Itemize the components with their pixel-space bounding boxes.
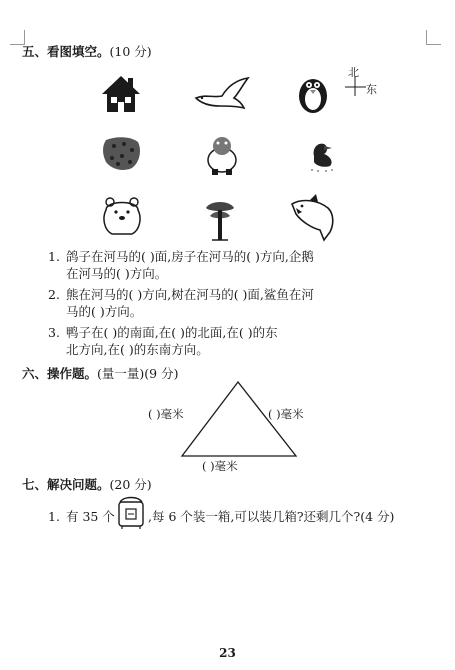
hippo-picture [204, 134, 240, 176]
compass-cross-icon [342, 74, 368, 98]
q5-2-line2: 马的( )方向。 [66, 304, 143, 319]
triangle-bottom-label: ( )毫米 [202, 459, 238, 473]
rice-cooker-picture [116, 494, 146, 530]
q5-2-number: 2. [48, 287, 60, 302]
section5-points: (10 分) [109, 44, 152, 59]
q5-3-line2: 北方向,在( )的东南方向。 [66, 342, 209, 357]
penguin-picture [296, 72, 330, 114]
section7-title: 七、解决问题。 [22, 477, 110, 492]
compass-east-label: 东 [366, 83, 377, 96]
section6-subtitle: (量一量) [97, 366, 145, 381]
shark-picture [288, 194, 340, 242]
section7-heading [22, 475, 152, 493]
section6-points: (9 分) [144, 366, 179, 381]
q5-3-line1: 鸭子在( )的南面,在( )的北面,在( )的东 [66, 325, 278, 340]
dove-picture [192, 76, 252, 112]
compass-north-label: 北 [348, 66, 359, 79]
bear-picture [100, 196, 144, 236]
section5-heading [22, 42, 152, 60]
section7-points: (20 分) [109, 477, 152, 492]
crop-mark-top-right [426, 30, 441, 45]
compass [338, 64, 388, 104]
section5-title: 五、看图填空。 [22, 44, 110, 59]
q7-1-before: 有 35 个 [66, 509, 115, 524]
triangle-right-label: ( )毫米 [268, 407, 304, 421]
section6-heading [22, 364, 178, 382]
section6-title: 六、操作题。 [22, 366, 98, 381]
tree-picture [202, 196, 238, 242]
page-number: 23 [219, 646, 236, 660]
q7-1-after: ,每 6 个装一箱,可以装几箱?还剩几个?(4 分) [148, 509, 395, 524]
q5-3-number: 3. [48, 325, 60, 340]
q7-1-number: 1. [48, 509, 60, 524]
q5-2-line1: 熊在河马的( )方向,树在河马的( )面,鲨鱼在河 [66, 287, 314, 302]
q5-1-number: 1. [48, 249, 60, 264]
duck-picture [304, 136, 338, 174]
leopard-picture [100, 134, 144, 174]
house-picture [98, 72, 144, 114]
q5-1-line1: 鸽子在河马的( )面,房子在河马的( )方向,企鹅 [66, 249, 314, 264]
triangle-left-label: ( )毫米 [148, 407, 184, 421]
q5-1-line2: 在河马的( )方向。 [66, 266, 168, 281]
